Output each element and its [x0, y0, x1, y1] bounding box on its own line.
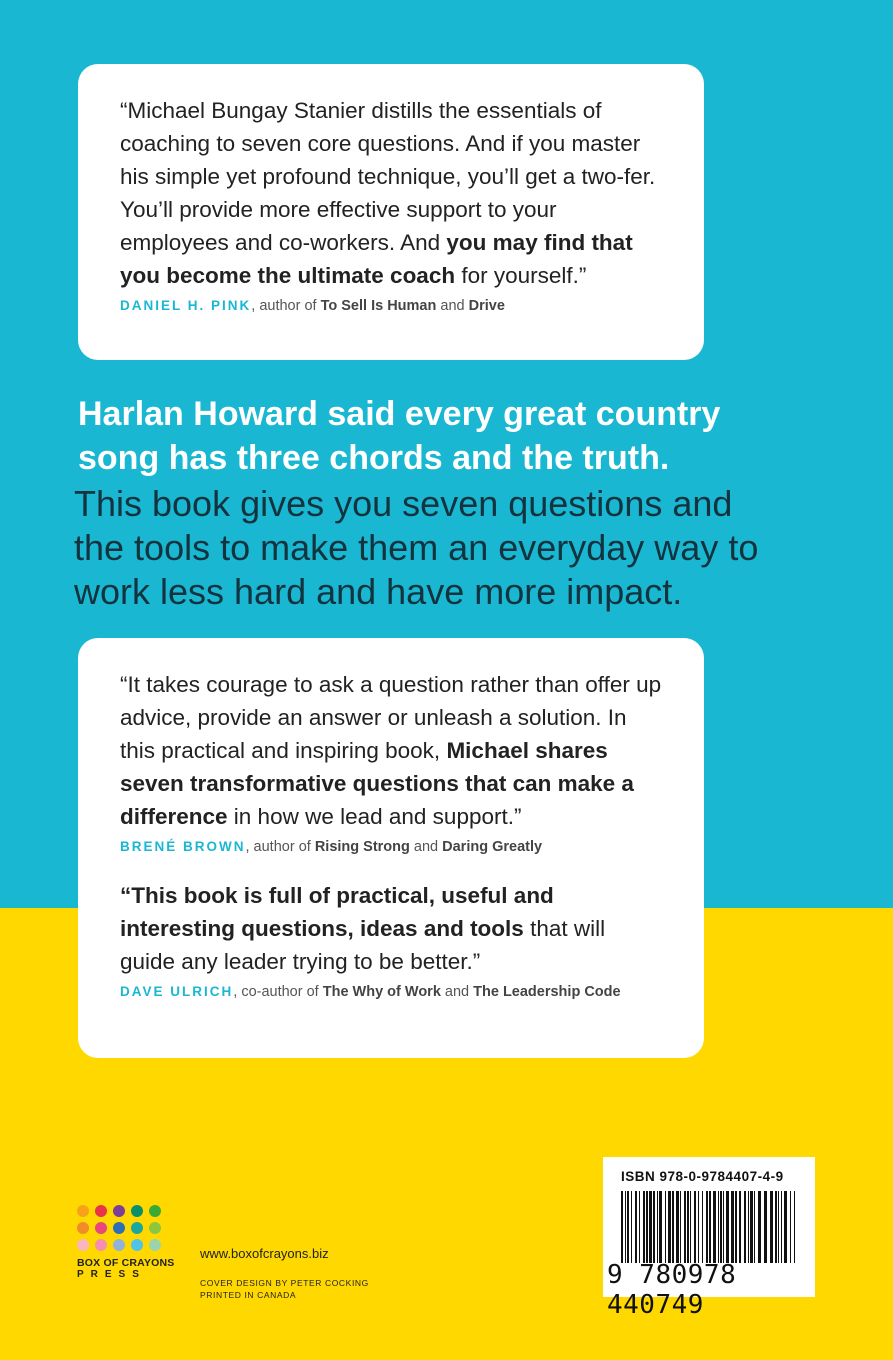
quote-ulrich: “This book is full of practical, useful and interesting questions, ideas and tools that will guide any leader trying to be better.” — [120, 883, 606, 974]
crayon-dot — [113, 1222, 125, 1234]
barcode-bar — [690, 1191, 691, 1263]
barcode-bar — [668, 1191, 671, 1263]
barcode-bar — [625, 1191, 626, 1263]
printed-in: PRINTED IN CANADA — [200, 1290, 297, 1300]
barcode-bar — [702, 1191, 703, 1263]
publisher-press: PRESS — [77, 1269, 146, 1280]
barcode-bar — [750, 1191, 753, 1263]
barcode-bar — [748, 1191, 749, 1263]
barcode-bar — [790, 1191, 791, 1263]
crayon-dot — [95, 1222, 107, 1234]
barcode-bar — [698, 1191, 699, 1263]
attribution-ulrich: DAVE ULRICH, co-author of The Why of Work and The Leadership Code — [120, 984, 621, 1000]
barcode-bar — [646, 1191, 648, 1263]
crayon-dot — [95, 1239, 107, 1251]
barcode-bar — [706, 1191, 708, 1263]
publisher-name: BOX OF CRAYONS — [77, 1257, 175, 1269]
barcode-bar — [639, 1191, 640, 1263]
barcode-bar — [770, 1191, 773, 1263]
barcode-bar — [621, 1191, 623, 1263]
barcode-bar — [665, 1191, 666, 1263]
crayon-dot — [95, 1205, 107, 1217]
crayon-dot — [131, 1205, 143, 1217]
barcode-bar — [709, 1191, 711, 1263]
crayon-dots-icon — [77, 1205, 177, 1251]
barcode-bar — [778, 1191, 779, 1263]
quote-card-brown-ulrich — [78, 638, 704, 1058]
barcode-bar — [781, 1191, 782, 1263]
quote-brown: “It takes courage to ask a question rather than offer up advice, provide an answer or unleash a solution. In this practical and inspiring book, Michael shares seven transformative questions that can make a difference in how we lead and support.” — [120, 672, 662, 829]
crayon-dot — [149, 1239, 161, 1251]
barcode-bar — [735, 1191, 737, 1263]
barcode-bar — [659, 1191, 662, 1263]
barcode-bar — [726, 1191, 729, 1263]
crayon-dot — [113, 1239, 125, 1251]
barcode-bar — [713, 1191, 716, 1263]
isbn-label: ISBN 978-0-9784407-4-9 — [621, 1169, 784, 1184]
barcode-bar — [680, 1191, 681, 1263]
crayon-dot — [149, 1222, 161, 1234]
barcode-bar — [627, 1191, 629, 1263]
barcode-bar — [758, 1191, 761, 1263]
cover-design-credit: COVER DESIGN BY PETER COCKING — [200, 1278, 369, 1288]
barcode-bar — [643, 1191, 645, 1263]
headline-light: This book gives you seven questions and the tools to make them an everyday way to work less hard and have more impact. — [74, 483, 759, 612]
attribution-pink: DANIEL H. PINK, author of To Sell Is Human and Drive — [120, 298, 505, 314]
barcode-bar — [720, 1191, 722, 1263]
barcode-bar — [694, 1191, 696, 1263]
publisher-url[interactable]: www.boxofcrayons.biz — [200, 1246, 329, 1261]
barcode-bar — [744, 1191, 746, 1263]
barcode-bar — [649, 1191, 652, 1263]
crayon-dot — [77, 1239, 89, 1251]
attribution-brown: BRENÉ BROWN, author of Rising Strong and Daring Greatly — [120, 839, 543, 855]
barcode-bar — [764, 1191, 767, 1263]
barcode-number: 9 780978 440749 — [607, 1260, 737, 1320]
barcode-bar — [723, 1191, 724, 1263]
barcode-bar — [631, 1191, 632, 1263]
headline — [74, 392, 778, 614]
barcode-bars-icon — [621, 1191, 797, 1263]
crayon-dot — [131, 1239, 143, 1251]
barcode-bar — [784, 1191, 787, 1263]
barcode-bar — [672, 1191, 674, 1263]
crayon-dot — [131, 1222, 143, 1234]
barcode-bar — [718, 1191, 719, 1263]
barcode-bar — [657, 1191, 658, 1263]
barcode — [603, 1157, 815, 1320]
barcode-bar — [731, 1191, 734, 1263]
publisher-info — [200, 1246, 369, 1301]
barcode-bar — [635, 1191, 637, 1263]
barcode-bar — [653, 1191, 655, 1263]
publisher-logo — [77, 1205, 177, 1280]
crayon-dot — [77, 1205, 89, 1217]
crayon-dot — [113, 1205, 125, 1217]
headline-bold: Harlan Howard said every great country song has three chords and the truth. — [78, 395, 721, 477]
crayon-dot — [77, 1222, 89, 1234]
quote-pink: “Michael Bungay Stanier distills the essentials of coaching to seven core questions. And if you master his simple yet profound technique, you’ll get a two-fer. You’ll provide more effective support to your employees and co-workers. And you may find that you become the ultimate coach for yourself.” — [120, 98, 656, 288]
barcode-bar — [754, 1191, 755, 1263]
barcode-bar — [687, 1191, 689, 1263]
crayon-dot — [149, 1205, 161, 1217]
barcode-bar — [794, 1191, 795, 1263]
barcode-bar — [775, 1191, 777, 1263]
barcode-bar — [676, 1191, 679, 1263]
barcode-bar — [684, 1191, 686, 1263]
barcode-bar — [739, 1191, 741, 1263]
quote-card-pink — [78, 64, 704, 360]
